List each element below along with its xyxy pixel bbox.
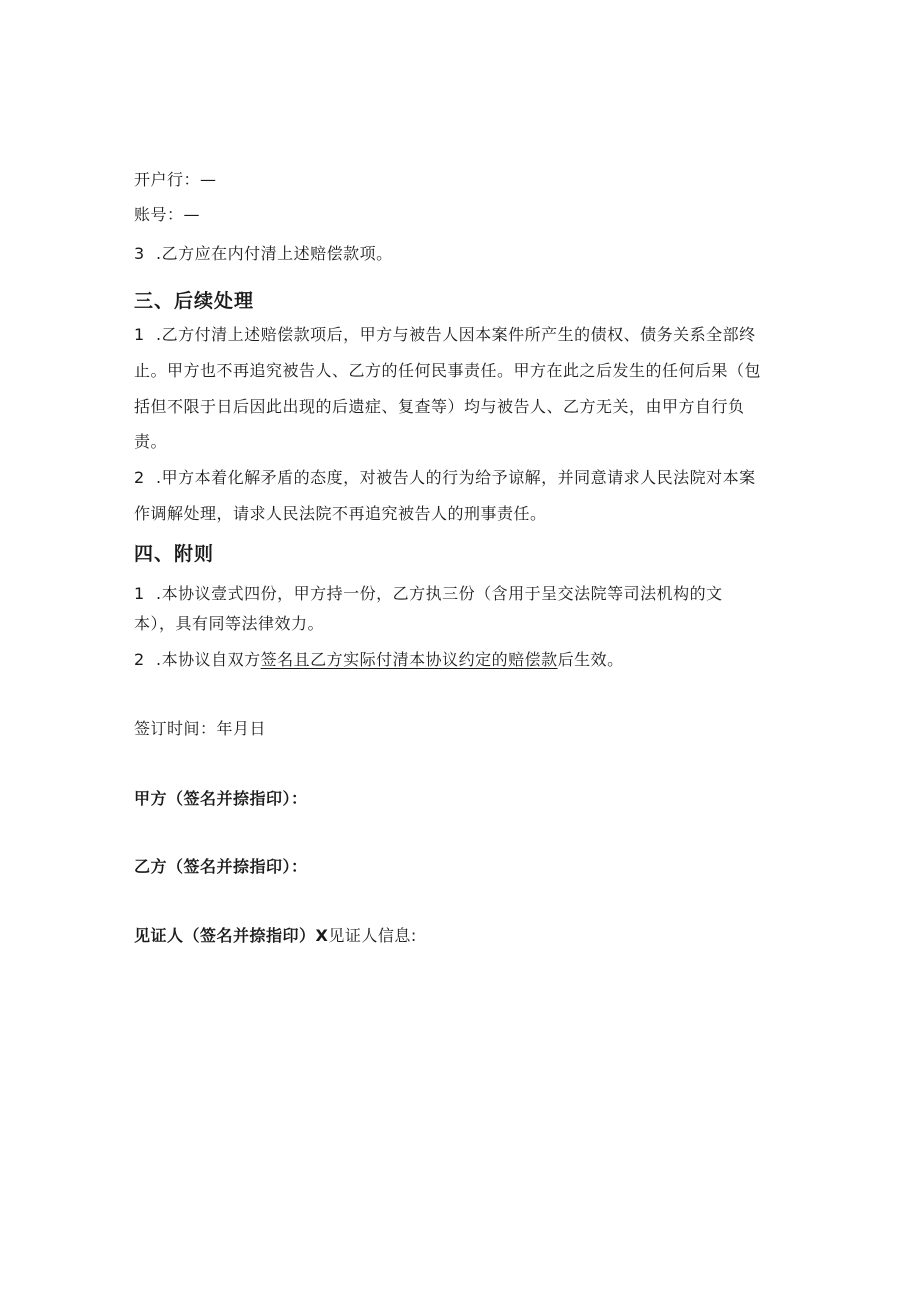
witness-label: 见证人（签名并捺指印）X xyxy=(134,926,329,945)
clause-text: .甲方本着化解矛盾的态度，对被告人的行为给予谅解，并同意请求人民法院对本案 xyxy=(156,468,756,487)
bank-label: 开户行：— xyxy=(134,170,217,189)
clause-text-prefix: .本协议自双方 xyxy=(156,650,261,669)
section-3-clause-1-line-2: 止。甲方也不再追究被告人、乙方的任何民事责任。甲方在此之后发生的任何后果（包 xyxy=(134,361,762,380)
party-b-signature: 乙方（签名并捺指印）： xyxy=(134,857,308,876)
clause-number: 2 xyxy=(134,650,145,669)
section-4-heading: 四、附则 xyxy=(134,543,215,565)
section-3-clause-1-line-3: 括但不限于日后因此出现的后遗症、复查等）均与被告人、乙方无关，由甲方自行负 xyxy=(134,397,745,416)
witness-signature xyxy=(134,926,417,946)
clause-text-underlined: 签名且乙方实际付清本协议约定的赔偿款 xyxy=(260,650,558,669)
witness-info-label: 见证人信息: xyxy=(328,926,417,945)
section-4-clause-2 xyxy=(134,650,624,670)
section-3-heading: 三、后续处理 xyxy=(134,290,255,312)
section-3-clause-2 xyxy=(134,468,756,488)
clause-number: 2 xyxy=(134,468,145,487)
section-3-clause-1 xyxy=(134,325,756,345)
clause-number: 3 xyxy=(134,244,145,263)
clause-number: 1 xyxy=(134,325,145,344)
clause-text: .本协议壹式四份，甲方持一份，乙方执三份（含用于呈交法院等司法机构的文 xyxy=(156,584,723,603)
section-3-clause-1-line-4: 责。 xyxy=(134,432,168,451)
clause-text-suffix: 后生效。 xyxy=(557,650,624,669)
account-label: 账号：— xyxy=(134,205,201,224)
clause-number: 1 xyxy=(134,584,145,603)
section-4-clause-1-line-2: 本），具有同等法律效力。 xyxy=(134,614,325,633)
section-3-clause-2-line-2: 作调解处理，请求人民法院不再追究被告人的刑事责任。 xyxy=(134,504,547,523)
signing-date: 签订时间：年月日 xyxy=(134,719,267,738)
payment-clause-3 xyxy=(134,244,393,264)
party-a-signature: 甲方（签名并捺指印）： xyxy=(134,789,308,808)
clause-text: .乙方付清上述赔偿款项后，甲方与被告人因本案件所产生的债权、债务关系全部终 xyxy=(156,325,756,344)
section-4-clause-1 xyxy=(134,584,723,604)
clause-text: .乙方应在内付清上述赔偿款项。 xyxy=(156,244,393,263)
